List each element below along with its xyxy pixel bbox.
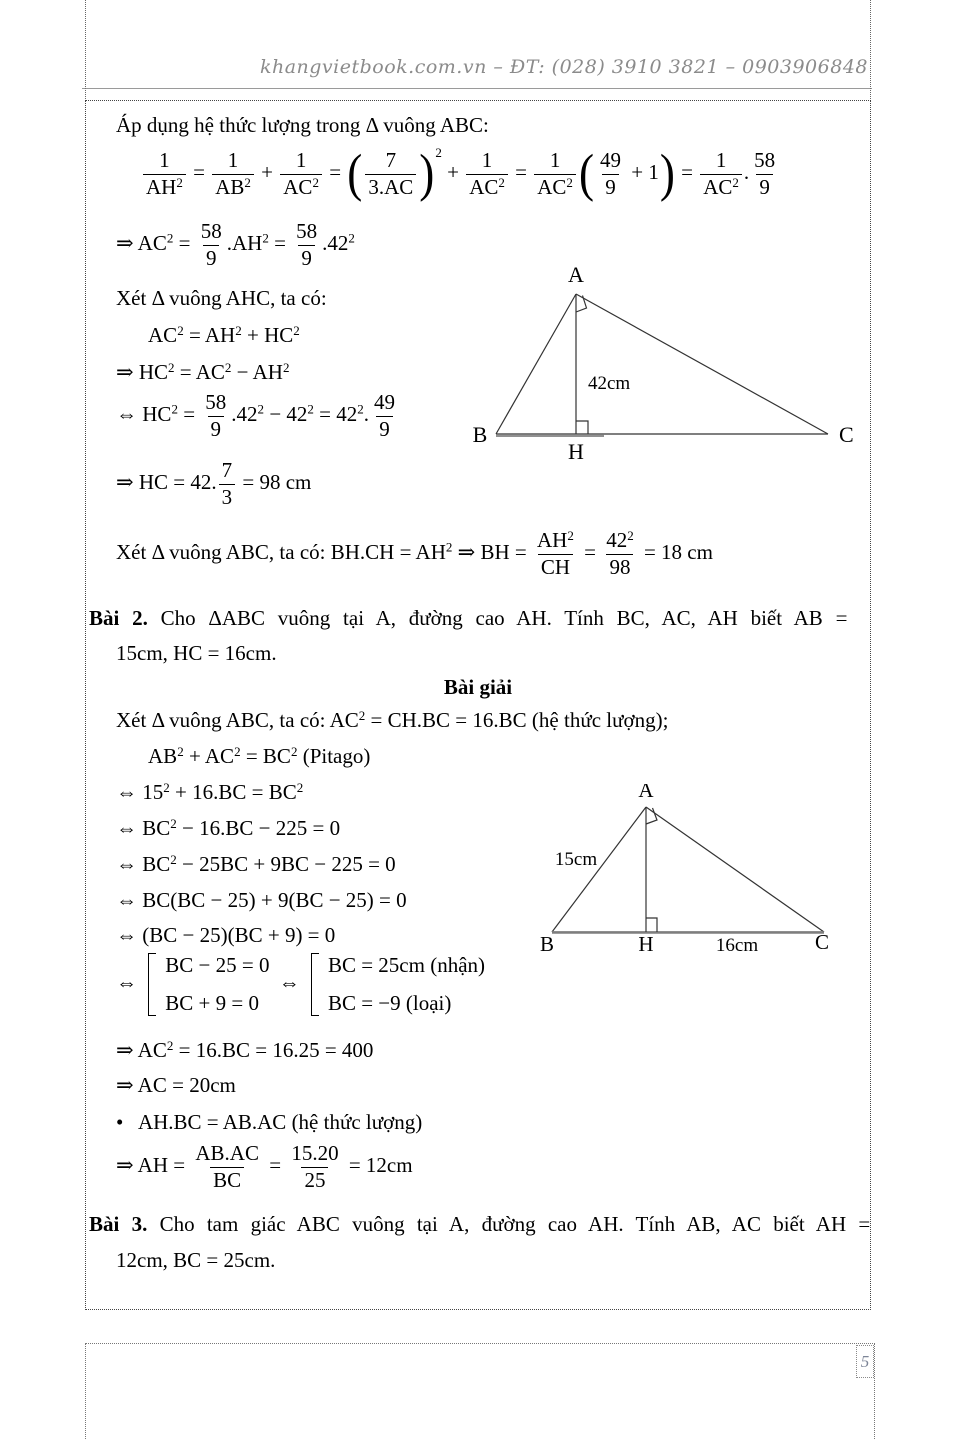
content-frame bbox=[85, 100, 871, 1310]
problem3-statement-line2: 12cm, BC = 25cm. bbox=[116, 1248, 276, 1272]
vertex-label-b: B bbox=[539, 932, 555, 956]
equation-line: Xét Δ vuông ABC, ta có: $AC^2 = CH.BC = 16.BC$ (hệ thức lượng); bbox=[116, 707, 669, 732]
equation-line: ⇔ BC(BC − 25) + 9(BC − 25) = 0 bbox=[116, 888, 407, 912]
side-ab-measure-label: 15cm bbox=[554, 849, 598, 870]
problem2-statement-line1 bbox=[89, 605, 847, 631]
text-line: Xét Δ vuông AHC, ta có: bbox=[116, 286, 327, 310]
left-margin-guide bbox=[85, 0, 86, 99]
page-header-site-text: khangvietbook.com.vn – ĐT: (028) 3910 3821 – 0903906848 bbox=[259, 56, 868, 78]
header-divider bbox=[82, 88, 872, 89]
problem3-statement-text: Cho tam giác ABC vuông tại A, đường cao AH. Tính AB, AC biết AH = bbox=[159, 1212, 871, 1236]
problem3-statement-line1 bbox=[89, 1211, 870, 1237]
page-number: 5 bbox=[856, 1345, 874, 1378]
equation-line: $\frac{1}{AH^2}$ = $\frac{1}{AB^2}$ + $\frac{1}{AC^2}$ = ( $\frac{7}{3.AC}$ )$^2$ + $\frac{1}{AC^2}$ = $\frac{1}{AC^2}$ ( $\frac{49}{9}$ + 1) = $\frac{1}{AC^2}$ . $\frac{58}{9}$ bbox=[141, 149, 780, 199]
right-angle-mark-h bbox=[646, 918, 657, 932]
right-margin-guide bbox=[870, 0, 871, 99]
solution-heading: Bài giải bbox=[443, 675, 513, 699]
vertex-label-b: B bbox=[472, 422, 488, 447]
equation-line: ⇒ HC = 42. $\frac{7}{3}$ = 98 cm bbox=[116, 458, 312, 509]
problem2-statement-line2: 15cm, HC = 16cm. bbox=[116, 641, 277, 665]
problem3-label: Bài 3. bbox=[89, 1212, 148, 1236]
triangle-diagram-1 bbox=[461, 266, 861, 466]
bullet-line: • AH.BC = AB.AC (hệ thức lượng) bbox=[116, 1110, 423, 1134]
vertex-label-c: C bbox=[839, 422, 854, 447]
equation-line: ⇔ $BC^2 - 25BC + 9BC - 225 = 0$ bbox=[116, 851, 396, 876]
equation-line: ⇒ $HC^2 = AC^2 - AH^2$ bbox=[116, 359, 290, 384]
problem2-statement-text: Cho ΔABC vuông tại A, đường cao AH. Tính BC, AC, AH biết AB = bbox=[160, 606, 848, 630]
equation-line: ⇒ $AC^2$ = $\frac{58}{9}$ $.AH^2$ = $\frac{58}{9}$ $.42^2$ bbox=[116, 219, 355, 270]
equation-line: Xét Δ vuông ABC, ta có: $BH.CH = AH^2$ ⇒ BH = $\frac{AH^2}{CH}$ = $\frac{42^2}{98}$ = 18 cm bbox=[116, 527, 713, 579]
case-system-line: ⇔ BC − 25 = 0 BC + 9 = 0 ⇔ BC = 25cm (nhận) BC = −9 (loại) bbox=[116, 953, 486, 1016]
equation-line: ⇒ AH = $\frac{AB.AC}{BC}$ = $\frac{15.20}{25}$ = 12cm bbox=[116, 1141, 413, 1192]
vertex-label-a: A bbox=[638, 784, 654, 802]
equation-line: ⇒ AC = 20cm bbox=[116, 1073, 236, 1097]
foot-label-h: H bbox=[568, 439, 584, 464]
segment-hc-measure-label: 16cm bbox=[715, 935, 759, 956]
equation-line: $AC^2 = AH^2 + HC^2$ bbox=[148, 322, 300, 347]
right-angle-mark-a bbox=[576, 296, 587, 313]
vertex-label-c: C bbox=[814, 930, 830, 954]
vertex-label-a: A bbox=[568, 266, 584, 287]
equation-line: ⇔ $HC^2$ = $\frac{58}{9}$ $.42^2 - 42^2 = 42^2$. $\frac{49}{9}$ bbox=[116, 390, 396, 441]
altitude-measure-label: 42cm bbox=[588, 373, 631, 394]
footer-frame bbox=[85, 1343, 875, 1439]
triangle-diagram-2 bbox=[536, 784, 846, 959]
equation-line: ⇒ $AC^2 = 16.BC = 16.25 = 400$ bbox=[116, 1037, 374, 1062]
equation-line: ⇔ $BC^2 - 16.BC - 225 = 0$ bbox=[116, 815, 341, 840]
equation-line: ⇔ (BC − 25)(BC + 9) = 0 bbox=[116, 923, 336, 947]
intro-line: Áp dụng hệ thức lượng trong Δ vuông ABC: bbox=[116, 113, 489, 137]
foot-label-h: H bbox=[638, 932, 654, 956]
equation-line: ⇔ $15^2 + 16.BC = BC^2$ bbox=[116, 779, 304, 804]
problem2-label: Bài 2. bbox=[89, 606, 148, 630]
equation-line: $AB^2 + AC^2 = BC^2$ (Pitago) bbox=[148, 743, 371, 768]
right-angle-mark-h bbox=[576, 421, 588, 434]
